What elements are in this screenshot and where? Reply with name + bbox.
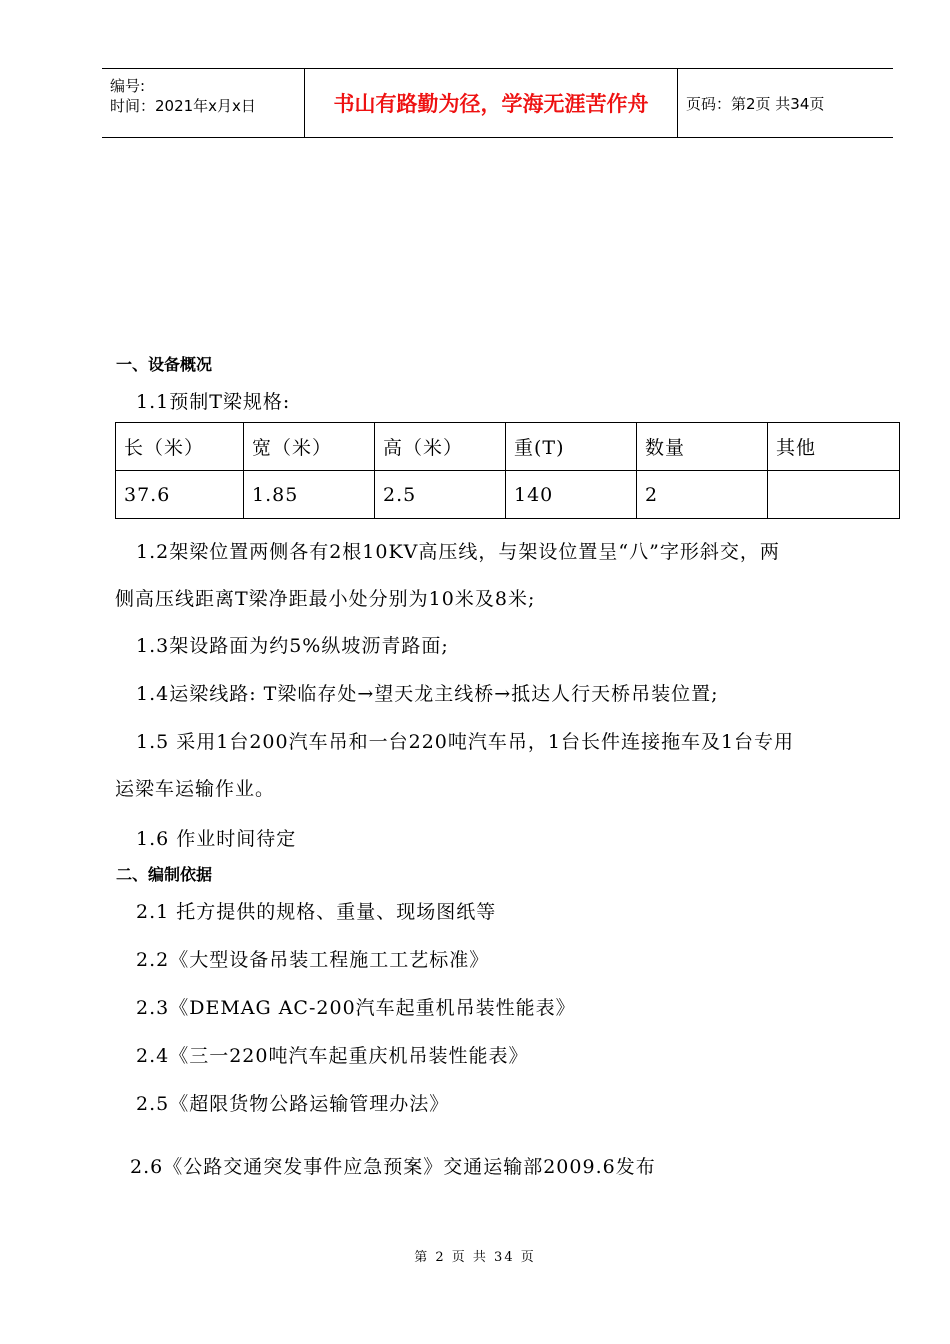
para-2-2: 2.2《大型设备吊装工程施工工艺标准》	[136, 949, 490, 971]
section-1-title: 一、设备概况	[116, 355, 213, 374]
table-cell	[768, 471, 900, 519]
table-header-cell: 宽（米）	[244, 423, 375, 471]
table-header-cell: 其他	[768, 423, 900, 471]
header-motto: 书山有路勤为径，学海无涯苦作舟	[305, 69, 678, 137]
para-1-3: 1.3架设路面为约5%纵坡沥青路面;	[136, 635, 449, 657]
para-1-5-line-1: 1.5 采用1台200汽车吊和一台220吨汽车吊，1台长件连接拖车及1台专用	[136, 731, 795, 753]
time-label: 时间：2021年x月x日	[110, 97, 256, 115]
table-row	[116, 471, 900, 519]
para-2-4: 2.4《三一220吨汽车起重庆机吊装性能表》	[136, 1045, 529, 1067]
page-footer: 第 2 页 共 34 页	[414, 1250, 536, 1265]
para-1-4: 1.4运梁线路: T梁临存处→望天龙主线桥→抵达人行天桥吊装位置;	[136, 683, 719, 705]
table-cell: 2.5	[375, 471, 506, 519]
table-header-cell: 长（米）	[116, 423, 244, 471]
para-1-5-line-2: 运梁车运输作业。	[115, 778, 276, 800]
table-cell: 2	[637, 471, 768, 519]
para-1-2-line-2: 侧高压线距离T梁净距最小处分别为10米及8米;	[115, 588, 536, 610]
table-cell: 37.6	[116, 471, 244, 519]
para-2-3: 2.3《DEMAG AC-200汽车起重机吊装性能表》	[136, 997, 576, 1019]
para-1-1: 1.1预制T梁规格:	[136, 391, 291, 413]
table-header-cell: 重(T)	[506, 423, 637, 471]
table-cell: 1.85	[244, 471, 375, 519]
para-1-6: 1.6 作业时间待定	[136, 828, 297, 850]
header-info-cell	[102, 69, 305, 137]
t-beam-spec-table	[115, 422, 900, 519]
section-2-title: 二、编制依据	[116, 865, 213, 884]
table-cell: 140	[506, 471, 637, 519]
number-label: 编号:	[110, 77, 146, 95]
table-header-cell: 高（米）	[375, 423, 506, 471]
para-1-2-line-1: 1.2架梁位置两侧各有2根10KV高压线，与架设位置呈“八”字形斜交，两	[136, 541, 780, 563]
page-header	[102, 68, 893, 138]
table-header-row	[116, 423, 900, 471]
para-2-6: 2.6《公路交通突发事件应急预案》交通运输部2009.6发布	[130, 1156, 656, 1178]
table-header-cell: 数量	[637, 423, 768, 471]
header-page-label: 页码：第2页 共34页	[686, 94, 825, 113]
para-2-5: 2.5《超限货物公路运输管理办法》	[136, 1093, 450, 1115]
para-2-1: 2.1 托方提供的规格、重量、现场图纸等	[136, 901, 497, 923]
